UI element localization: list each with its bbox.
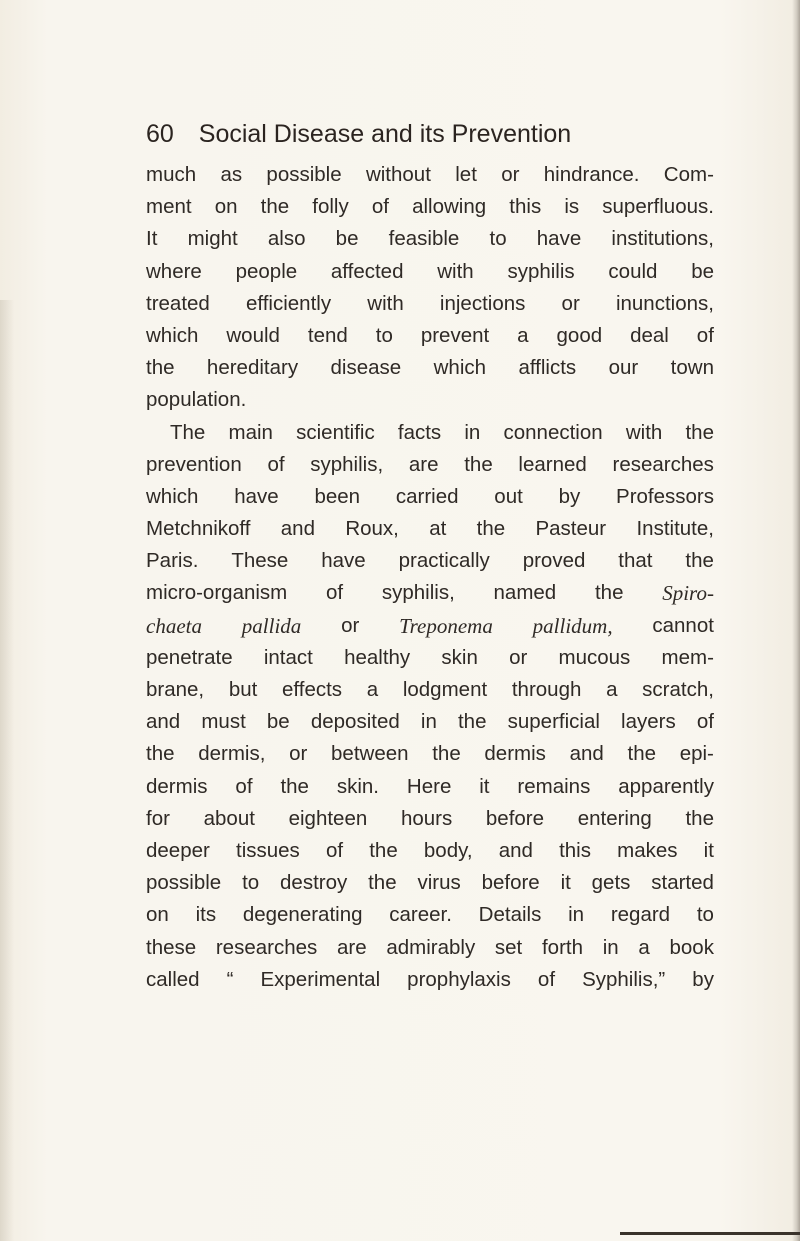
text-line: [146, 256, 714, 288]
word: carried: [395, 484, 459, 508]
word: It: [146, 227, 158, 251]
word: this: [509, 195, 542, 219]
word: gets: [591, 871, 631, 895]
word: virus: [417, 871, 461, 895]
word: healthy: [344, 645, 411, 669]
word: which: [433, 356, 487, 380]
italic-text: chaeta: [146, 613, 202, 638]
italic-text: pallida: [241, 613, 302, 638]
text-line: [146, 417, 714, 449]
word: where: [146, 259, 202, 283]
word: would: [226, 323, 280, 347]
text-line: [146, 771, 714, 803]
page-edge-shadow: [792, 0, 800, 1241]
word: let: [455, 163, 477, 186]
word: much: [146, 163, 197, 186]
word: the: [260, 195, 290, 219]
word: of: [267, 452, 285, 476]
word: its: [195, 903, 217, 927]
word: syphilis,: [310, 452, 384, 476]
word: allowing: [412, 195, 487, 219]
word: Com-: [663, 163, 714, 186]
word: skin: [441, 645, 478, 669]
text-line: [146, 803, 714, 835]
word: the: [685, 420, 714, 444]
word: scratch,: [642, 678, 714, 701]
word: institutions,: [611, 227, 714, 251]
word: Syphilis,”: [582, 967, 666, 991]
word: of: [371, 195, 389, 219]
text-line: [146, 674, 714, 706]
word: and: [280, 517, 315, 541]
word: admirably: [386, 935, 476, 959]
word: [662, 577, 714, 609]
word: of: [235, 774, 253, 798]
word: deeper: [146, 838, 210, 862]
word: Details: [478, 903, 542, 927]
text-line: [146, 288, 714, 320]
word: Pasteur: [535, 517, 607, 541]
running-header: [146, 114, 706, 154]
word: of: [537, 967, 556, 991]
word: The: [170, 420, 206, 444]
word: feasible: [388, 227, 460, 251]
word: in: [602, 935, 619, 959]
text-line: [146, 384, 714, 416]
word: that: [618, 549, 653, 573]
word: prevent: [420, 323, 490, 347]
text-line: [146, 706, 714, 738]
word: and: [569, 742, 604, 766]
page-gutter-shadow: [0, 300, 14, 1241]
word: town: [670, 356, 714, 380]
word: the: [476, 517, 506, 541]
word: affected: [330, 259, 404, 283]
text-line: [146, 738, 714, 770]
word: on: [146, 903, 169, 927]
word: the: [280, 774, 309, 798]
word: facts: [397, 420, 442, 444]
word: must: [201, 710, 246, 734]
word: main: [228, 420, 273, 444]
word: superficial: [507, 710, 600, 734]
word: is: [564, 195, 580, 219]
word: degenerating: [242, 903, 363, 927]
italic-text: pallidum,: [532, 613, 613, 638]
word: which: [146, 323, 199, 347]
word: “: [226, 967, 234, 991]
word: [146, 610, 202, 642]
body-text: [146, 159, 714, 996]
word: dermis,: [198, 742, 266, 766]
word: at: [429, 517, 447, 541]
word: ment: [146, 195, 192, 219]
word: penetrate: [146, 645, 233, 669]
word: before: [485, 806, 545, 830]
word: lodgment: [402, 678, 488, 701]
text-line: [146, 223, 714, 255]
word: been: [314, 484, 361, 508]
word: skin.: [336, 774, 379, 798]
word: people: [235, 259, 298, 283]
text-line: [146, 481, 714, 513]
word: researches: [215, 935, 318, 959]
word: are: [336, 935, 367, 959]
word: dermis: [146, 774, 208, 798]
word: with: [437, 259, 474, 283]
word: through: [511, 678, 582, 701]
word: prophylaxis: [407, 967, 511, 991]
text-line: [146, 320, 714, 352]
word: good: [556, 323, 603, 347]
word: out: [494, 484, 523, 508]
word: possible: [266, 163, 342, 186]
word: hereditary: [206, 356, 299, 380]
word: a: [638, 935, 650, 959]
word: and: [146, 710, 181, 734]
word: which: [146, 484, 199, 508]
word: destroy: [280, 871, 348, 895]
word: Roux,: [345, 517, 399, 541]
word: population.: [146, 388, 247, 412]
word: possible: [146, 871, 222, 895]
word: researches: [612, 452, 714, 476]
word: deal: [630, 323, 669, 347]
text-line: [146, 835, 714, 867]
word: treated: [146, 291, 210, 315]
word: the: [369, 838, 398, 862]
word: a: [366, 678, 379, 701]
word: about: [203, 806, 255, 830]
word: learned: [518, 452, 587, 476]
word: efficiently: [246, 291, 332, 315]
word: this: [559, 838, 591, 862]
word: are: [408, 452, 439, 476]
word: the: [685, 806, 714, 830]
word: by: [692, 967, 714, 991]
word: syphilis: [507, 259, 575, 283]
word: to: [489, 227, 507, 251]
text-line: [146, 513, 714, 545]
word: have: [536, 227, 582, 251]
word: to: [696, 903, 714, 927]
text-line: [146, 642, 714, 674]
word: but: [228, 678, 258, 701]
word: in: [420, 710, 437, 734]
word: or: [561, 291, 580, 315]
word: a: [606, 678, 618, 701]
word: epi-: [679, 742, 714, 766]
text-line: [146, 352, 714, 384]
word: to: [242, 871, 260, 895]
word: for: [146, 806, 170, 830]
word: syphilis,: [381, 581, 455, 605]
word: disease: [330, 356, 402, 380]
word: folly: [312, 195, 349, 219]
word: to: [375, 323, 393, 347]
word: mem-: [661, 645, 714, 669]
word: prevention: [146, 452, 242, 476]
text-line: [146, 545, 714, 577]
word: These: [231, 549, 289, 573]
text-line: [146, 867, 714, 899]
word: forth: [541, 935, 583, 959]
word: of: [325, 838, 344, 862]
italic-text: Spiro-: [662, 581, 714, 606]
word: could: [608, 259, 658, 283]
word: named: [493, 581, 557, 605]
word: without: [365, 163, 431, 186]
word: started: [651, 871, 714, 895]
word: the: [627, 742, 657, 766]
word: have: [321, 549, 366, 573]
word: body,: [423, 838, 473, 862]
word: have: [234, 484, 279, 508]
word: the: [457, 710, 487, 734]
word: makes: [617, 838, 678, 862]
word: superfluous.: [602, 195, 714, 219]
text-line: [146, 964, 714, 996]
word: eighteen: [288, 806, 368, 830]
text-line: [146, 610, 714, 642]
word: our: [608, 356, 639, 380]
word: on: [214, 195, 238, 219]
word: scientific: [296, 420, 375, 444]
word: effects: [282, 678, 343, 701]
word: or: [509, 645, 528, 669]
word: Paris.: [146, 549, 199, 573]
word: of: [696, 323, 714, 347]
page-bottom-edge: [620, 1232, 800, 1235]
word: book: [669, 935, 714, 959]
word: layers: [621, 710, 676, 734]
word: by: [558, 484, 581, 508]
word: micro-organism: [146, 581, 288, 605]
word: the: [146, 356, 175, 380]
word: the: [685, 549, 714, 573]
word: with: [625, 420, 663, 444]
word: set: [494, 935, 523, 959]
word: [242, 610, 302, 642]
word: inunctions,: [615, 291, 714, 315]
word: before: [481, 871, 540, 895]
word: also: [267, 227, 306, 251]
text-line: [146, 159, 714, 191]
word: Here: [406, 774, 452, 798]
word: dermis: [484, 742, 546, 766]
word: of: [326, 581, 344, 605]
word: a: [517, 323, 529, 347]
word: it: [703, 838, 714, 862]
word: hours: [400, 806, 453, 830]
word: practically: [398, 549, 490, 573]
word: it: [560, 871, 571, 895]
word: connection: [503, 420, 603, 444]
word: or: [341, 613, 360, 637]
word: Professors: [616, 484, 714, 508]
word: tend: [307, 323, 348, 347]
word: be: [691, 259, 714, 283]
word: tissues: [236, 838, 300, 862]
word: hindrance.: [543, 163, 640, 186]
word: career.: [389, 903, 452, 927]
word: called: [146, 967, 200, 991]
word: the: [146, 742, 175, 766]
word: it: [479, 774, 490, 798]
word: and: [498, 838, 533, 862]
word: the: [594, 581, 624, 605]
word: the: [432, 742, 461, 766]
word: might: [187, 227, 238, 251]
word: cannot: [652, 613, 714, 637]
word: Experimental: [260, 967, 381, 991]
word: [533, 610, 613, 642]
word: with: [367, 291, 404, 315]
word: be: [266, 710, 290, 734]
word: the: [368, 871, 397, 895]
word: deposited: [310, 710, 400, 734]
word: injections: [439, 291, 526, 315]
word: afflicts: [518, 356, 577, 380]
word: [399, 610, 493, 642]
word: regard: [610, 903, 671, 927]
word: brane,: [146, 678, 205, 701]
word: remains: [517, 774, 591, 798]
text-line: [146, 449, 714, 481]
word: proved: [522, 549, 586, 573]
word: the: [464, 452, 493, 476]
word: entering: [577, 806, 652, 830]
text-line: [146, 191, 714, 223]
word: between: [331, 742, 409, 766]
word: Institute,: [636, 517, 714, 541]
word: or: [289, 742, 308, 766]
word: of: [696, 710, 714, 734]
word: as: [220, 163, 243, 186]
word: mucous: [558, 645, 631, 669]
italic-text: Treponema: [399, 613, 493, 638]
text-line: [146, 932, 714, 964]
word: intact: [263, 645, 313, 669]
word: be: [335, 227, 359, 251]
word: or: [501, 163, 520, 186]
text-line: [146, 899, 714, 931]
page-number: 60: [146, 120, 174, 148]
word: in: [568, 903, 585, 927]
word: Metchnikoff: [146, 517, 251, 541]
running-title: Social Disease and its Prevention: [198, 120, 572, 148]
word: apparently: [618, 774, 714, 798]
text-line: [146, 577, 714, 609]
word: in: [464, 420, 481, 444]
word: these: [146, 935, 197, 959]
